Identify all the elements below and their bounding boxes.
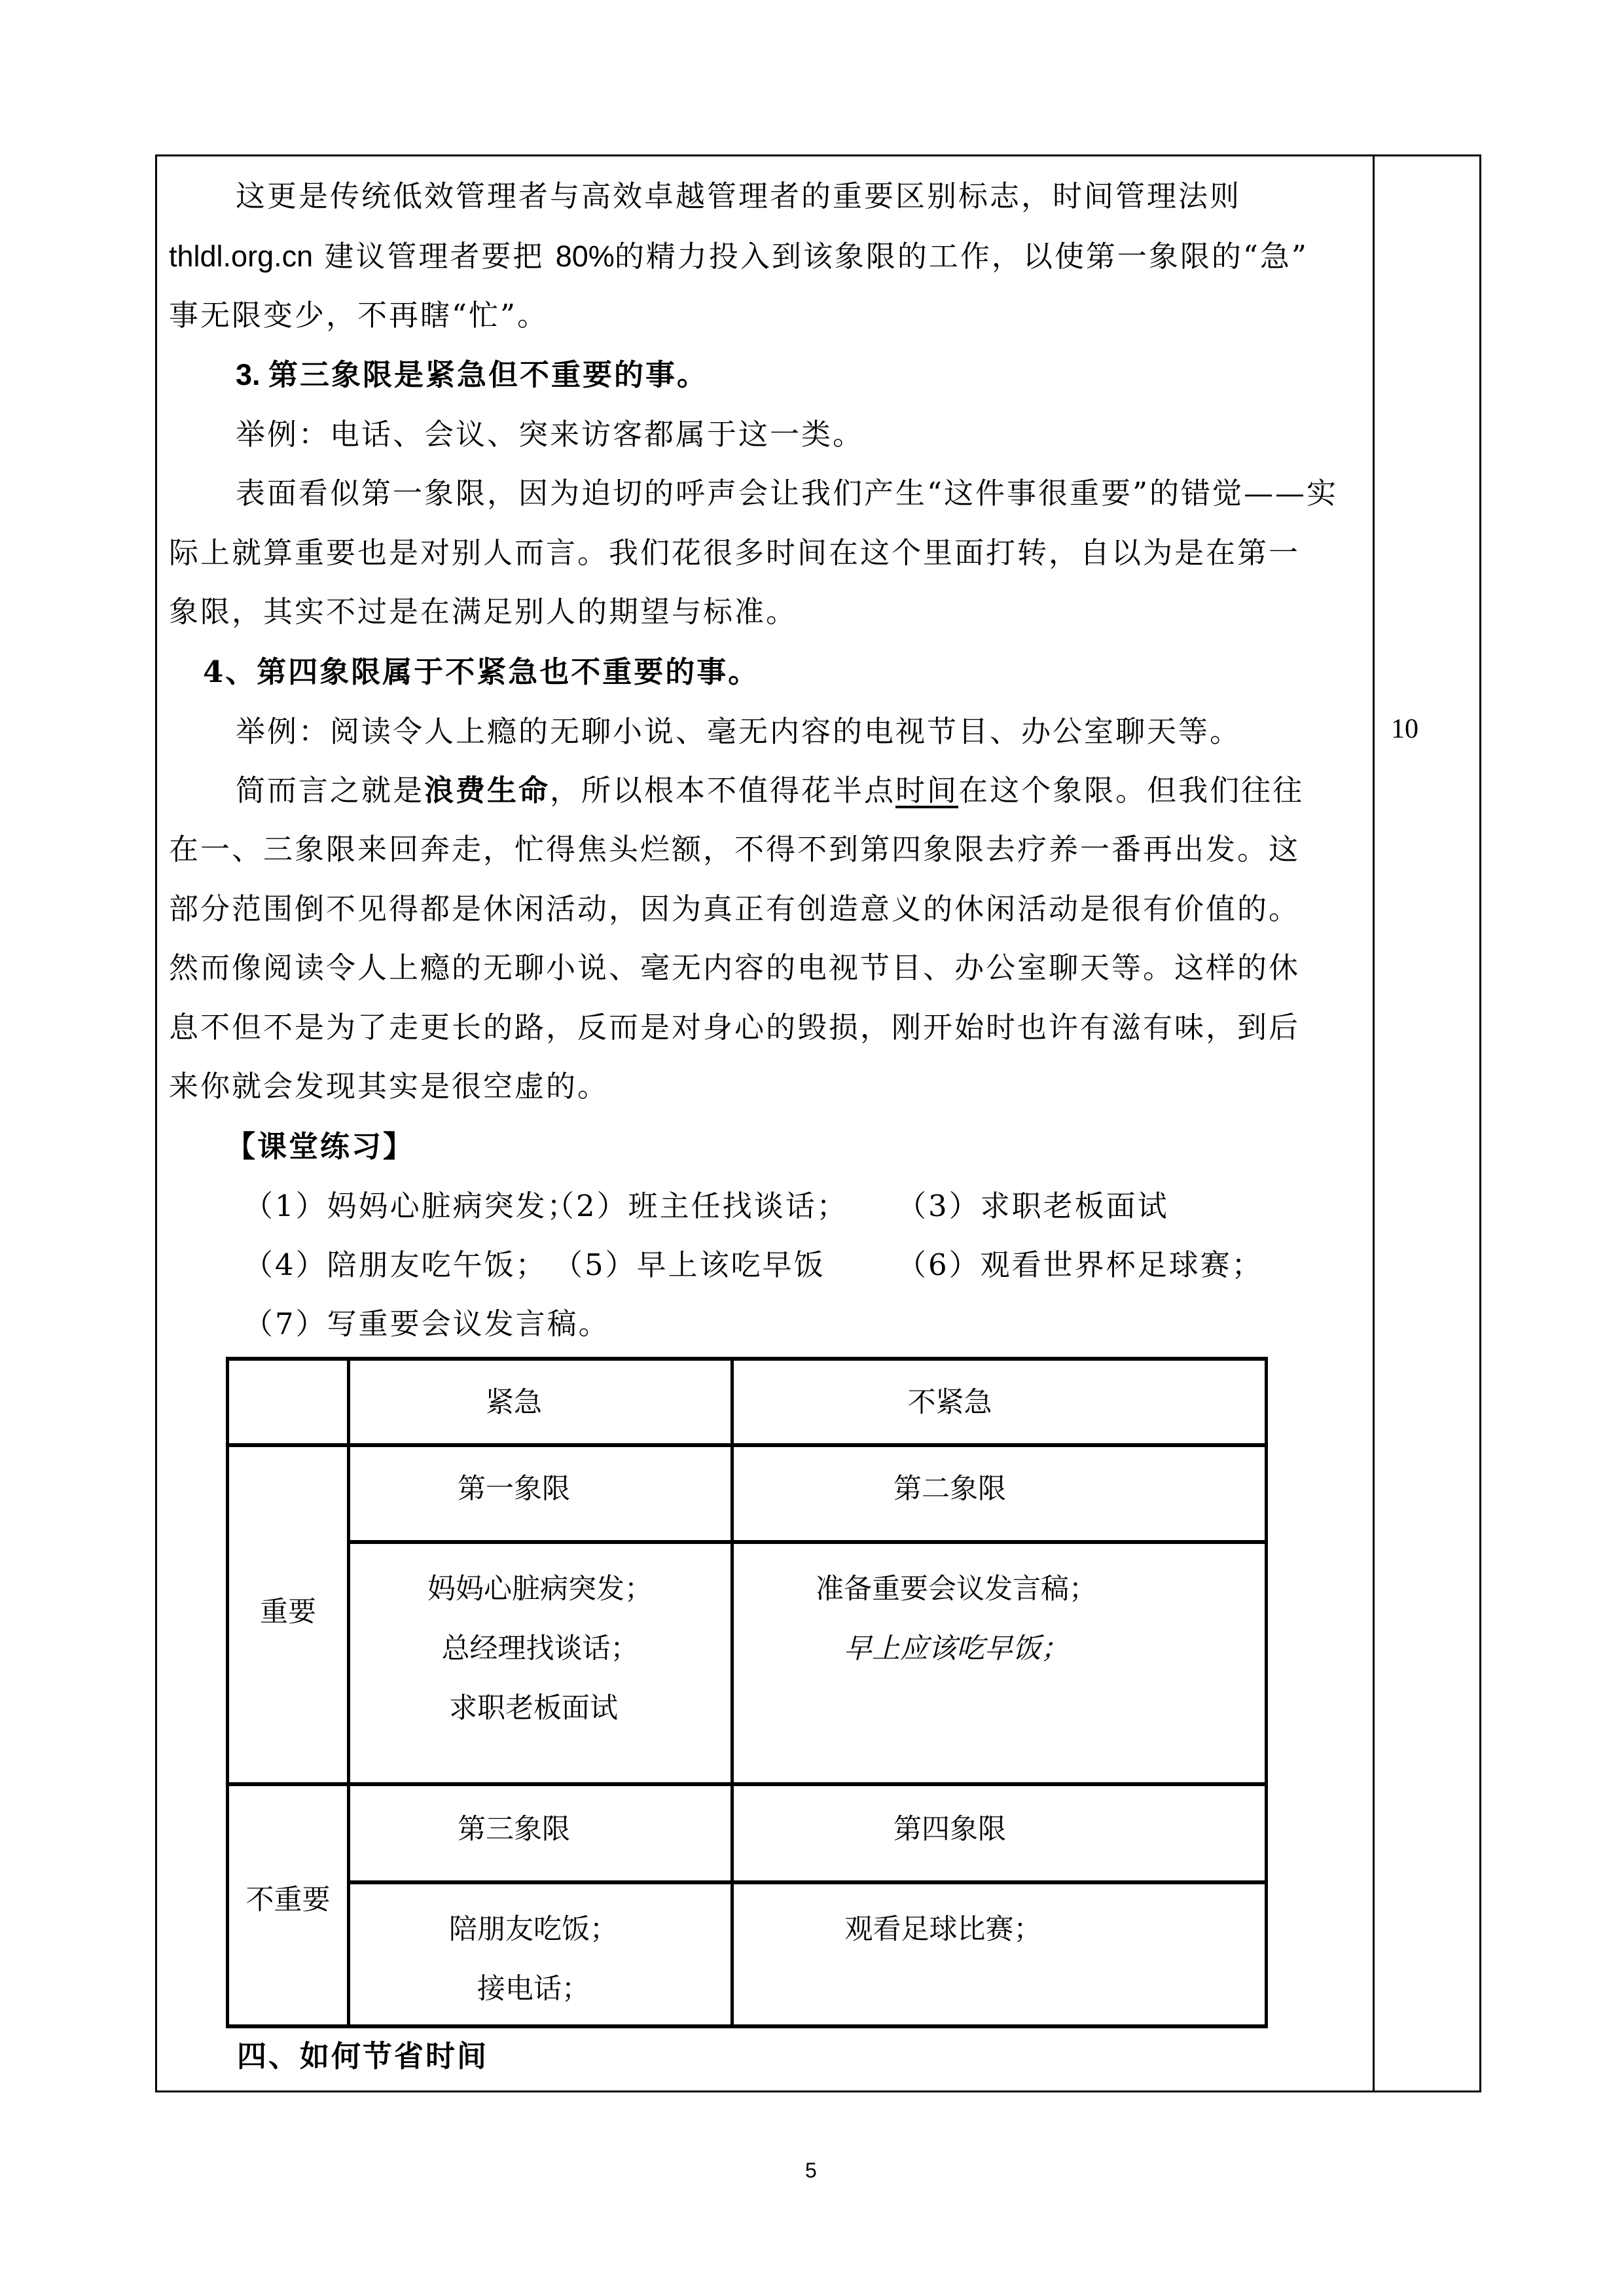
table-border-left bbox=[226, 1357, 229, 2028]
exercise-item-6: （6）观看世界杯足球赛； bbox=[897, 1247, 1263, 1282]
paragraph-line: 表面看似第一象限，因为迫切的呼声会让我们产生“这件事很重要”的错觉——实 bbox=[236, 476, 1339, 511]
percent-text: 80% bbox=[555, 240, 615, 273]
paragraph-line: 在一、三象限来回奔走，忙得焦头烂额，不得不到第四象限去疗养一番再出发。这 bbox=[169, 832, 1301, 867]
quadrant-2-item: 准备重要会议发言稿； bbox=[816, 1573, 1097, 1605]
text-span: 建议管理者要把 bbox=[313, 239, 556, 274]
quadrant-1-item: 求职老板面试 bbox=[449, 1692, 618, 1725]
quadrant-2-title: 第二象限 bbox=[893, 1473, 1006, 1505]
quadrant-3-item: 陪朋友吃饭； bbox=[449, 1913, 618, 1946]
table-row-divider bbox=[347, 1540, 1268, 1544]
paragraph-line: 部分范围倒不见得都是休闲活动，因为真正有创造意义的休闲活动是很有价值的。 bbox=[169, 891, 1301, 926]
row-header-not-important: 不重要 bbox=[245, 1884, 331, 1916]
paragraph-line bbox=[236, 771, 1434, 810]
exercise-item-5: （5）早上该吃早饭 bbox=[553, 1247, 825, 1282]
heading-text: 第三象限是紧急但不重要的事。 bbox=[268, 357, 709, 392]
table-row-divider bbox=[226, 1443, 1268, 1447]
time-allocation-value: 10 bbox=[1391, 714, 1418, 744]
text-span: ，所以根本不值得花半点 bbox=[550, 773, 896, 808]
heading-number: 3. bbox=[236, 358, 269, 391]
heading-quadrant-3 bbox=[236, 355, 1434, 395]
example-line: 举例：阅读令人上瘾的无聊小说、毫无内容的电视节目、办公室聊天等。 bbox=[236, 714, 1242, 749]
exercise-item-4: （4）陪朋友吃午饭； bbox=[244, 1247, 547, 1282]
exercise-item-7: （7）写重要会议发言稿。 bbox=[244, 1306, 610, 1341]
table-row-divider bbox=[347, 1880, 1268, 1884]
table-row-divider bbox=[226, 1782, 1268, 1786]
exercise-title: 【课堂练习】 bbox=[226, 1129, 415, 1164]
heading-quadrant-4: 4、第四象限属于不紧急也不重要的事。 bbox=[203, 655, 760, 689]
paragraph-line: 来你就会发现其实是很空虚的。 bbox=[169, 1069, 609, 1103]
quadrant-4-title: 第四象限 bbox=[893, 1813, 1006, 1846]
website-text: thldl.org.cn bbox=[169, 240, 314, 273]
paragraph-line: 象限，其实不过是在满足别人的期望与标准。 bbox=[169, 594, 798, 629]
table-border-top bbox=[226, 1357, 1268, 1361]
paragraph-line: 事无限变少，不再瞎“忙”。 bbox=[169, 298, 549, 332]
quadrant-3-item: 接电话； bbox=[477, 1973, 590, 2005]
quadrant-1-title: 第一象限 bbox=[458, 1473, 570, 1505]
time-matrix-table bbox=[226, 1357, 1268, 2028]
text-span: 在这个象限。但我们往往 bbox=[958, 773, 1305, 808]
text-span: 简而言之就是 bbox=[236, 773, 425, 808]
col-header-not-urgent: 不紧急 bbox=[907, 1386, 992, 1419]
bold-text: 浪费生命 bbox=[424, 773, 550, 808]
paragraph-line: 然而像阅读令人上瘾的无聊小说、毫无内容的电视节目、办公室聊天等。这样的休 bbox=[169, 950, 1301, 985]
paragraph-line: 际上就算重要也是对别人而言。我们花很多时间在这个里面打转，自以为是在第一 bbox=[169, 535, 1301, 570]
section-heading: 四、如何节省时间 bbox=[237, 2039, 489, 2073]
example-line: 举例：电话、会议、突来访客都属于这一类。 bbox=[236, 417, 865, 452]
quadrant-3-title: 第三象限 bbox=[458, 1813, 570, 1846]
page-number: 5 bbox=[805, 2159, 817, 2182]
quadrant-1-item: 总经理找谈话； bbox=[441, 1632, 639, 1665]
table-border-bottom bbox=[226, 2024, 1268, 2028]
exercise-item-1: （1）妈妈心脏病突发； bbox=[244, 1189, 579, 1223]
exercise-item-2: （2）班主任找谈话； bbox=[545, 1189, 848, 1223]
quadrant-4-item: 观看足球比赛； bbox=[844, 1913, 1042, 1946]
quadrant-2-item: 早上应该吃早饭； bbox=[844, 1632, 1069, 1665]
paragraph-line: 这更是传统低效管理者与高效卓越管理者的重要区别标志，时间管理法则 bbox=[236, 179, 1242, 213]
table-border-right bbox=[1265, 1357, 1268, 2028]
text-span: 的精力投入到该象限的工作，以使第一象限的“急” bbox=[614, 239, 1308, 274]
exercise-item-3: （3）求职老板面试 bbox=[897, 1189, 1169, 1223]
row-header-important: 重要 bbox=[260, 1596, 316, 1628]
paragraph-line: 息不但不是为了走更长的路，反而是对身心的毁损，刚开始时也许有滋有味，到后 bbox=[169, 1010, 1301, 1045]
col-header-urgent: 紧急 bbox=[486, 1386, 542, 1419]
paragraph-line bbox=[169, 237, 1367, 276]
underlined-link[interactable]: 时间 bbox=[895, 773, 959, 808]
quadrant-1-item: 妈妈心脏病突发； bbox=[427, 1573, 653, 1605]
